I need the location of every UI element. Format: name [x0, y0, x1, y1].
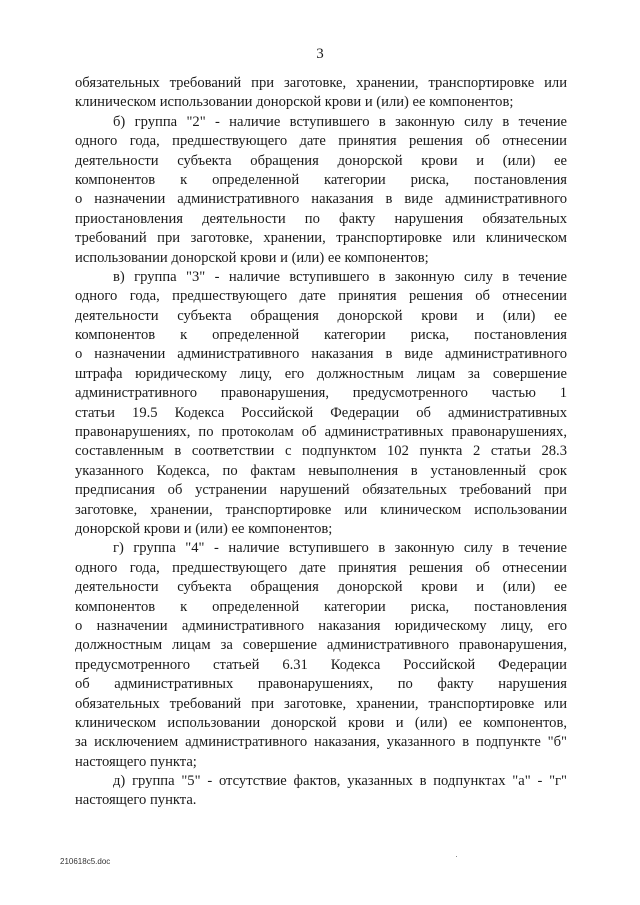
text-line: обязательных требований при заготовке, хранении, транспортировке или — [75, 75, 567, 91]
text-line: предписания об устранении нарушений обязательных требований при — [75, 482, 567, 499]
text-line: деятельности субъекта обращения донорской крови и (или) ее — [75, 579, 567, 596]
text-line: одного года, предшествующего дате принятия решения об отнесении — [75, 288, 567, 305]
text-line: компонентов к определенной категории риска, постановления — [75, 171, 567, 188]
text-line: заготовке, хранении, транспортировке или клиническом использовании — [75, 501, 567, 518]
text-line: одного года, предшествующего дате принятия решения об отнесении — [75, 133, 567, 150]
text-line: об административных правонарушениях, по факту нарушения — [75, 676, 567, 693]
text-line: б) группа "2" - наличие вступившего в законную силу в течение — [113, 113, 567, 130]
text-line: обязательных требований при заготовке, хранении, транспортировке или — [75, 695, 567, 712]
text-line: в) группа "3" - наличие вступившего в законную силу в течение — [113, 268, 567, 285]
text-line: статьи 19.5 Кодекса Российской Федерации об административных — [75, 404, 567, 421]
text-line: компонентов к определенной категории риска, постановления — [75, 598, 567, 615]
text-line: должностным лицам за совершение административного правонарушения, — [75, 637, 567, 654]
text-line: донорской крови и (или) ее компонентов; — [75, 520, 333, 537]
text-line: клиническом использовании донорской крови и (или) ее компонентов; — [75, 94, 514, 111]
footer-filename: 210618c5.doc — [60, 857, 111, 866]
text-line: д) группа "5" - отсутствие фактов, указанных в подпунктах "а" - "г" — [113, 773, 567, 790]
text-line: использовании донорской крови и (или) ее компонентов; — [75, 249, 429, 266]
text-line: деятельности субъекта обращения донорской крови и (или) ее — [75, 307, 567, 324]
page-number: 3 — [316, 46, 324, 62]
text-line: деятельности субъекта обращения донорской крови и (или) ее — [75, 152, 567, 169]
text-line: г) группа "4" - наличие вступившего в законную силу в течение — [113, 540, 567, 557]
text-line: одного года, предшествующего дате принятия решения об отнесении — [75, 559, 567, 576]
text-line: о назначении административного наказания в виде административного — [75, 346, 567, 363]
text-line: составленным в соответствии с подпунктом 102 пункта 2 статьи 28.3 — [75, 443, 567, 460]
text-line: настоящего пункта. — [75, 792, 197, 809]
document-body — [75, 74, 567, 811]
text-line: настоящего пункта; — [75, 753, 197, 770]
text-line: указанного Кодекса, по фактам невыполнения в установленный срок — [75, 462, 567, 479]
text-line: компонентов к определенной категории риска, постановления — [75, 327, 567, 344]
text-line: предусмотренного статьей 6.31 Кодекса Российской Федерации — [75, 656, 567, 673]
text-line: правонарушениях, по протоколам об административных правонарушениях, — [75, 424, 567, 441]
text-line: за исключением административного наказания, указанного в подпункте "б" — [75, 734, 567, 751]
text-line: о назначении административного наказания в виде административного — [75, 191, 567, 208]
text-line: клиническом использовании донорской крови и (или) ее компонентов, — [75, 714, 567, 731]
text-line: приостановления деятельности по факту нарушения обязательных — [75, 210, 567, 227]
text-line: административного правонарушения, предусмотренного частью 1 — [75, 385, 567, 402]
text-line: о назначении административного наказания юридическому лицу, его — [75, 617, 567, 634]
text-line: штрафа юридическому лицу, его должностным лицам за совершение — [75, 365, 567, 382]
scan-mark — [456, 856, 457, 857]
text-line: требований при заготовке, хранении, транспортировке или клиническом — [75, 230, 567, 247]
